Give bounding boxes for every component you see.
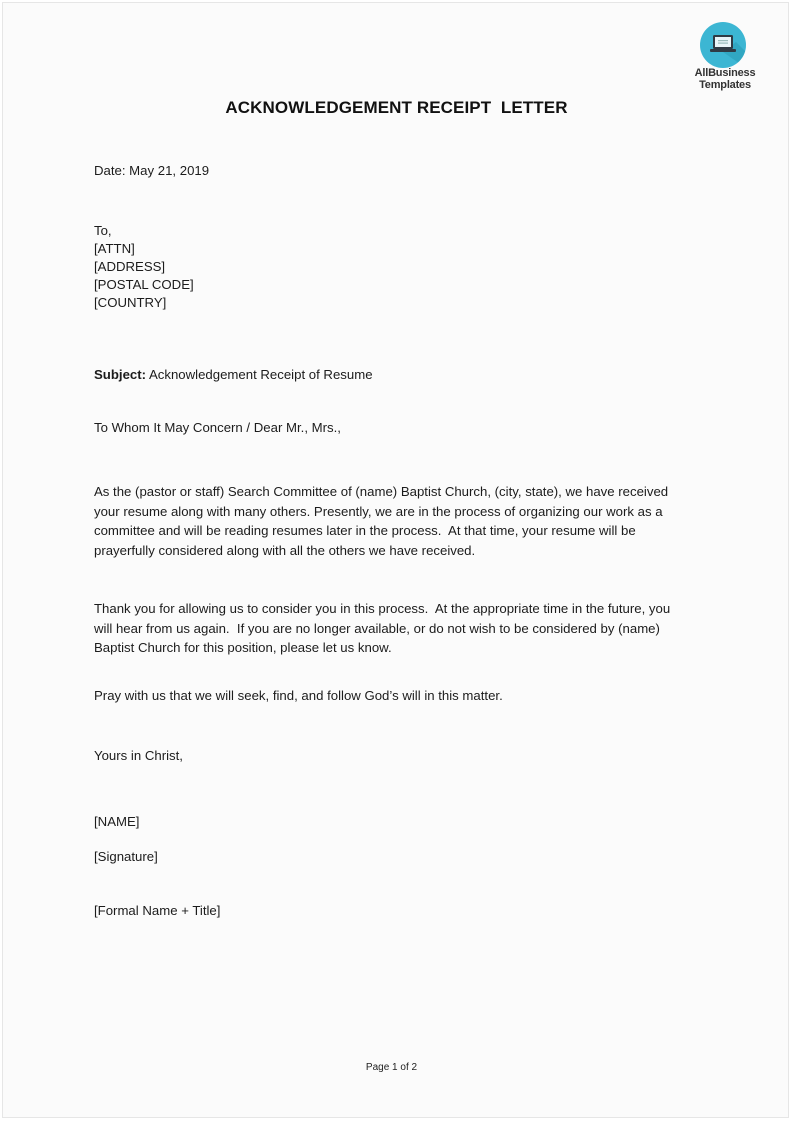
paragraph-1-line: your resume along with many others. Presently, we are in the process of organizing our work as a xyxy=(94,503,663,519)
recipient-country: [COUNTRY] xyxy=(94,295,167,310)
paragraph-3: Pray with us that we will seek, find, and follow God’s will in this matter. xyxy=(94,688,503,703)
paragraph-2-line: will hear from us again. If you are no longer available, or do not wish to be considered by (name) xyxy=(94,620,660,636)
logo-text xyxy=(690,67,760,91)
recipient-address: [ADDRESS] xyxy=(94,259,166,274)
laptop-icon xyxy=(700,22,746,68)
sender-formal-name: [Formal Name + Title] xyxy=(94,903,221,918)
paragraph-1-line: As the (pastor or staff) Search Committee of (name) Baptist Church, (city, state), we have received xyxy=(94,484,669,499)
paragraph-2-line: Baptist Church for this position, please let us know. xyxy=(94,640,392,655)
paragraph-2 xyxy=(94,599,694,658)
allbusiness-templates-logo xyxy=(690,22,764,94)
paragraph-1-line: committee and will be reading resumes later in the process. At that time, your resume will be xyxy=(94,523,636,538)
salutation: To Whom It May Concern / Dear Mr., Mrs., xyxy=(94,420,341,435)
logo-line-1: AllBusiness xyxy=(694,67,756,79)
letter-title: ACKNOWLEDGEMENT RECEIPT LETTER xyxy=(225,98,568,117)
sender-name: [NAME] xyxy=(94,814,140,829)
subject-text: Acknowledgement Receipt of Resume xyxy=(146,367,373,382)
page-number: Page 1 of 2 xyxy=(365,1062,418,1073)
recipient-to: To, xyxy=(94,223,112,238)
paragraph-1 xyxy=(94,482,694,560)
letter-date: Date: May 21, 2019 xyxy=(94,163,210,178)
paragraph-2-line: Thank you for allowing us to consider you in this process. At the appropriate time in the future, you xyxy=(94,601,671,616)
closing: Yours in Christ, xyxy=(94,748,183,763)
logo-line-2: Templates xyxy=(699,79,751,91)
sender-signature: [Signature] xyxy=(94,849,158,864)
subject-label: Subject: xyxy=(94,367,147,382)
recipient-postal-code: [POSTAL CODE] xyxy=(94,277,194,292)
paragraph-1-line: prayerfully considered along with all the others we have received. xyxy=(94,542,476,558)
recipient-attn: [ATTN] xyxy=(94,241,135,256)
subject-line xyxy=(94,366,373,384)
